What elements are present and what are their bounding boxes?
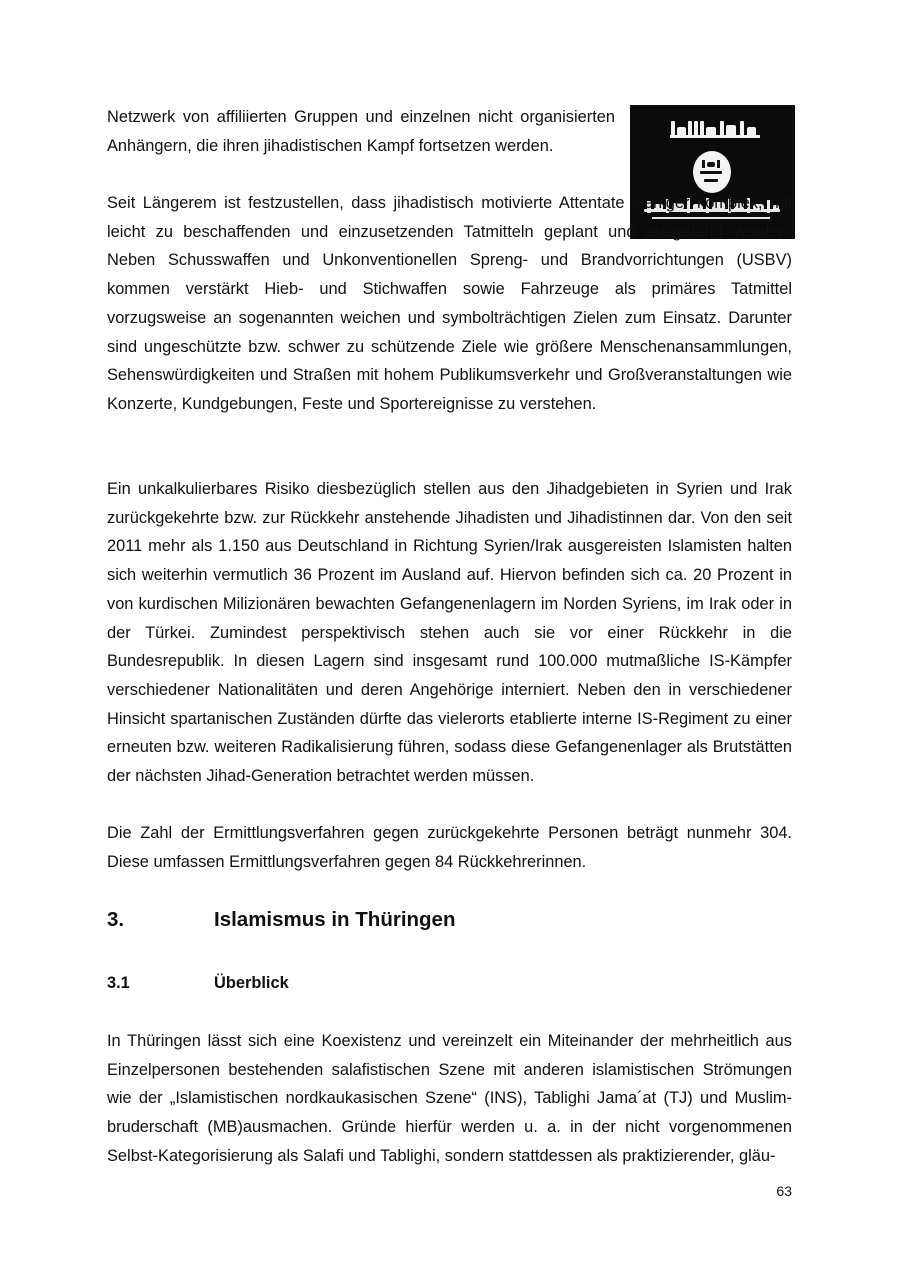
paragraph-3: Ein unkalkulierbares Risiko diesbezüglich stellen aus den Jihadgebieten in Syrien und Irak zurückgekehrte bzw. zur Rückkehr anstehende Jihadisten und Jihadistinnen dar. Von den seit 2011 mehr als 1.150 aus Deutschland in Richtung Syrien/Irak ausgereisten Islamisten halten sich weiterhin vermutlich 36 Prozent im Ausland auf. Hiervon befinden sich ca. 20 Prozent in von kurdischen Milizionären bewachten Gefangenenlagern im Norden Syriens, im Irak oder in der Türkei. Zumindest perspektivisch stehen auch sie vor einer Rückkehr in die Bundesrepublik. In diesen Lagern sind insgesamt rund 100.000 mutmaßliche IS-Kämpfer verschiedener Nationalitäten und deren Angehörige interniert. Neben den in verschiedener Hinsicht spartanischen Zuständen dürfte das vielerorts etablierte interne IS-Regiment zu einer erneuten bzw. weiteren Radikalisierung führen, sodass diese Gefangenenlager als Brutstätten der nächsten Jihad-Generation betrachtet werden müssen. (107, 480, 792, 786)
paragraph-2: Seit Längerem ist festzustellen, dass jihadistisch motivierte Attentate weniger komplex, mit leicht zu beschaffenden und einzusetzenden Tatmitteln geplant und ausgeführt werden. Neben Schusswaffen und Unkonventionellen Spreng- und Brandvorrichtungen (USBV) kommen verstärkt Hieb- und Stichwaffen sowie Fahrzeuge als primäres Tatmittel vorzugsweise an sogenannten weichen und symbolträchtigen Zielen zum Einsatz. Darunter sind ungeschützte bzw. schwer zu schützende Ziele wie größere Menschenansammlungen, Sehenswürdigkeiten und Straßen mit hohem Publikumsverkehr und Großveranstaltungen wie Konzerte, Kundgebungen, Feste und Sportereignisse zu verstehen. (107, 194, 792, 413)
page-number: 63 (776, 1183, 792, 1199)
paragraph-1: Netzwerk von affiliierten Gruppen und einzelnen nicht organisierten Anhängern, die ihren jihadistischen Kampf fortsetzen werden. (107, 108, 615, 155)
subsection-title: Überblick (214, 974, 289, 992)
section-number: 3. (107, 908, 125, 931)
subsection-number: 3.1 (107, 974, 130, 992)
section-title: Islamismus in Thüringen (214, 908, 456, 931)
paragraph-4: Die Zahl der Ermittlungsverfahren gegen zurückgekehrte Personen beträgt nunmehr 304. Diese umfassen Ermittlungsverfahren gegen 84 Rückkehrerinnen. (107, 824, 792, 871)
paragraph-5: In Thüringen lässt sich eine Koexistenz und vereinzelt ein Miteinander der mehrheitlich aus Einzelpersonen bestehenden salafistischen Szene mit anderen islamistischen Strömungen wie der „Islamistischen nordkaukasischen Szene“ (INS), Tablighi Jama´at (TJ) und Muslimbruderschaft (MB)ausmachen. Gründe hierfür werden u. a. in der nicht vorgenommenen Selbst-Kategorisierung als Salafi und Tablighi, sondern stattdessen als praktizierender, gläu- (107, 1032, 792, 1165)
